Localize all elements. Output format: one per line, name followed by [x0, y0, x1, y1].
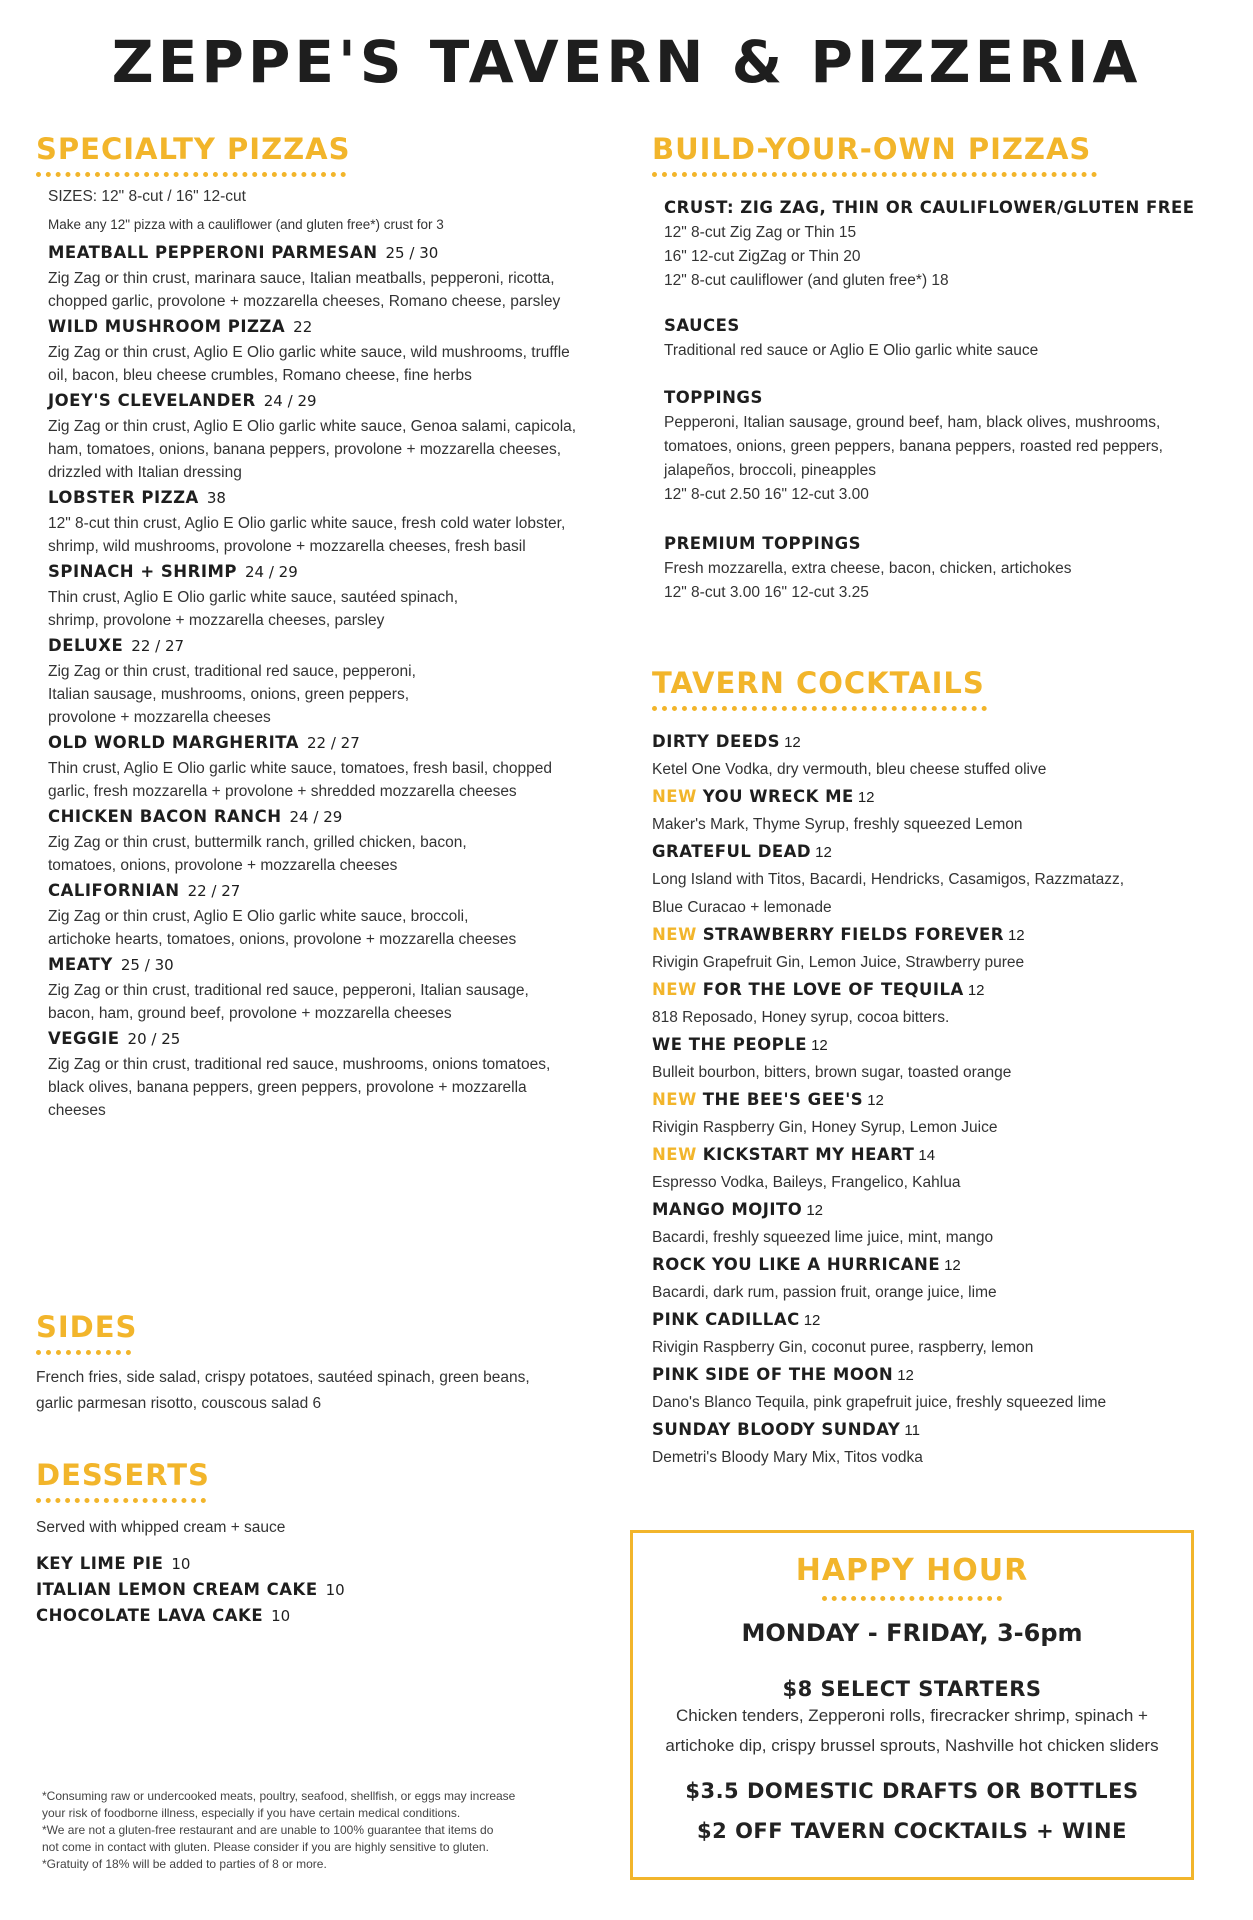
new-badge: NEW: [652, 980, 697, 999]
pizza-description: shrimp, provolone + mozzarella cheeses, parsley: [48, 612, 385, 629]
happy-hour-starters-title: $8 SELECT STARTERS: [782, 1677, 1042, 1701]
pizza-description: cheeses: [48, 1102, 106, 1119]
pizza-description: ham, tomatoes, onions, banana peppers, provolone + mozzarella cheeses,: [48, 441, 562, 458]
dessert-item: [36, 1603, 606, 1629]
byo-premium-line: Fresh mozzarella, extra cheese, bacon, chicken, artichokes: [664, 560, 1072, 577]
happy-hour-box: [630, 1530, 1194, 1880]
cocktail-name: DIRTY DEEDS: [652, 732, 781, 751]
cocktail-name: PINK SIDE OF THE MOON: [652, 1365, 894, 1384]
cocktail-price: 12: [1007, 927, 1025, 944]
byo-toppings-title: TOPPINGS: [664, 388, 763, 407]
happy-hour-heading: HAPPY HOUR: [795, 1553, 1029, 1588]
pizza-description: chopped garlic, provolone + mozzarella cheeses, Romano cheese, parsley: [48, 293, 561, 310]
pizza-description: Thin crust, Aglio E Olio garlic white sauce, tomatoes, fresh basil, chopped: [48, 760, 552, 777]
cocktail-name: YOU WRECK ME: [702, 787, 854, 806]
cocktail-name-row: [652, 839, 1212, 866]
happy-hour-divider: [822, 1596, 1002, 1601]
footnote-line: your risk of foodborne illness, especially if you have certain medical conditions.: [42, 1806, 461, 1820]
dessert-name: CHOCOLATE LAVA CAKE: [36, 1606, 264, 1625]
happy-hour-starters-line: artichoke dip, crispy brussel sprouts, Nashville hot chicken sliders: [665, 1736, 1159, 1755]
pizza-description: Thin crust, Aglio E Olio garlic white sauce, sautéed spinach,: [48, 589, 459, 606]
page-title: ZEPPE'S TAVERN & PIZZERIA: [111, 28, 1142, 96]
cocktail-price: 12: [944, 1257, 961, 1274]
cocktail-description: Demetri's Bloody Mary Mix, Titos vodka: [652, 1449, 923, 1466]
sides-line-1: French fries, side salad, crispy potatoes, sautéed spinach, green beans,: [36, 1369, 530, 1386]
happy-hour-cocktails: $2 OFF TAVERN COCKTAILS + WINE: [697, 1819, 1127, 1843]
cocktail-description: Dano's Blanco Tequila, pink grapefruit juice, freshly squeezed lime: [652, 1394, 1107, 1411]
dessert-name: ITALIAN LEMON CREAM CAKE: [36, 1580, 318, 1599]
cocktail-name: ROCK YOU LIKE A HURRICANE: [652, 1255, 941, 1274]
cocktail-description: Rivigin Raspberry Gin, Honey Syrup, Lemon Juice: [652, 1119, 998, 1136]
cocktail-name: GRATEFUL DEAD: [652, 842, 812, 861]
pizza-name: [48, 803, 606, 831]
specialty-items: [48, 239, 606, 1122]
sides-heading: SIDES: [36, 1310, 138, 1344]
cocktail-description: Blue Curacao + lemonade: [652, 899, 832, 916]
pizza-name: [48, 1025, 606, 1053]
pizza-name: [48, 632, 606, 660]
byo-body: [664, 195, 1212, 605]
cocktail-name-row: [652, 1417, 1212, 1444]
cocktail-price: 12: [811, 1037, 828, 1054]
byo-sauces-title: SAUCES: [664, 316, 740, 335]
pizza-price: 25 / 30: [120, 956, 174, 974]
pizza-description: garlic, fresh mozzarella + provolone + shredded mozzarella cheeses: [48, 783, 517, 800]
byo-crust-line: 16" 12-cut ZigZag or Thin 20: [664, 248, 861, 265]
pizza-description: Zig Zag or thin crust, Aglio E Olio garlic white sauce, Genoa salami, capicola,: [48, 418, 577, 435]
pizza-description: shrimp, wild mushrooms, provolone + mozzarella cheeses, fresh basil: [48, 538, 526, 555]
happy-hour-starters-line: Chicken tenders, Zepperoni rolls, firecracker shrimp, spinach +: [676, 1706, 1148, 1725]
pizza-price: 25 / 30: [385, 244, 439, 262]
cocktail-price: 12: [867, 1092, 884, 1109]
pizza-description: Zig Zag or thin crust, traditional red sauce, pepperoni, Italian sausage,: [48, 982, 529, 999]
pizza-title: JOEY'S CLEVELANDER: [48, 391, 256, 410]
desserts-heading: DESSERTS: [36, 1458, 210, 1492]
pizza-description: Zig Zag or thin crust, traditional red sauce, mushrooms, onions tomatoes,: [48, 1056, 551, 1073]
cocktail-price: 12: [857, 789, 875, 806]
byo-toppings-line: tomatoes, onions, green peppers, banana peppers, roasted red peppers,: [664, 438, 1163, 455]
cocktail-name-row: [652, 977, 1212, 1004]
cocktail-name: STRAWBERRY FIELDS FOREVER: [702, 925, 1004, 944]
cocktail-description: Ketel One Vodka, dry vermouth, bleu cheese stuffed olive: [652, 761, 1047, 778]
sides-section: [36, 1310, 606, 1417]
pizza-price: 22 / 27: [187, 882, 241, 900]
pizza-title: MEATY: [48, 955, 113, 974]
desserts-note: Served with whipped cream + sauce: [36, 1519, 286, 1536]
pizza-title: CHICKEN BACON RANCH: [48, 807, 282, 826]
cocktail-description: Espresso Vodka, Baileys, Frangelico, Kahlua: [652, 1174, 961, 1191]
pizza-title: WILD MUSHROOM PIZZA: [48, 317, 286, 336]
footnote-line: *Gratuity of 18% will be added to parties of 8 or more.: [42, 1857, 327, 1871]
pizza-description: Zig Zag or thin crust, traditional red sauce, pepperoni,: [48, 663, 416, 680]
right-column: [652, 132, 1212, 1466]
byo-heading: BUILD-YOUR-OWN PIZZAS: [652, 132, 1092, 166]
cocktail-name: MANGO MOJITO: [652, 1200, 803, 1219]
pizza-name: [48, 877, 606, 905]
specialty-heading: SPECIALTY PIZZAS: [36, 132, 351, 166]
byo-toppings-line: Pepperoni, Italian sausage, ground beef, ham, black olives, mushrooms,: [664, 414, 1161, 431]
cocktail-name: WE THE PEOPLE: [652, 1035, 808, 1054]
cocktail-price: 12: [784, 734, 801, 751]
byo-premium-title: PREMIUM TOPPINGS: [664, 534, 862, 553]
pizza-price: 22 / 27: [306, 734, 360, 752]
cocktail-name-row: [652, 1142, 1212, 1169]
pizza-price: 38: [206, 489, 226, 507]
pizza-description: Zig Zag or thin crust, buttermilk ranch, grilled chicken, bacon,: [48, 834, 467, 851]
sides-line-2: garlic parmesan risotto, couscous salad 6: [36, 1395, 322, 1412]
pizza-description: oil, bacon, bleu cheese crumbles, Romano cheese, fine herbs: [48, 367, 472, 384]
specialty-divider: [36, 172, 346, 177]
sides-divider: [36, 1350, 131, 1355]
pizza-name: [48, 558, 606, 586]
cocktail-description: Long Island with Titos, Bacardi, Hendricks, Casamigos, Razzmatazz,: [652, 871, 1125, 888]
cocktail-price: 12: [967, 982, 985, 999]
pizza-title: LOBSTER PIZZA: [48, 488, 199, 507]
cocktail-price: 12: [897, 1367, 914, 1384]
pizza-description: drizzled with Italian dressing: [48, 464, 242, 481]
pizza-title: VEGGIE: [48, 1029, 120, 1048]
pizza-description: provolone + mozzarella cheeses: [48, 709, 271, 726]
footnote-line: *Consuming raw or undercooked meats, poultry, seafood, shellfish, or eggs may increase: [42, 1789, 516, 1803]
cocktail-name-row: [652, 1197, 1212, 1224]
pizza-price: 22: [293, 318, 313, 336]
byo-toppings-line: 12" 8-cut 2.50 16" 12-cut 3.00: [664, 486, 869, 503]
pizza-description: Zig Zag or thin crust, marinara sauce, Italian meatballs, pepperoni, ricotta,: [48, 270, 555, 287]
pizza-price: 24 / 29: [244, 563, 298, 581]
byo-divider: [652, 172, 1097, 177]
cocktail-name-row: [652, 1087, 1212, 1114]
cocktail-name-row: [652, 1362, 1212, 1389]
cocktail-name: SUNDAY BLOODY SUNDAY: [652, 1420, 901, 1439]
pizza-name: [48, 951, 606, 979]
desserts-section: [36, 1458, 606, 1629]
pizza-description: Zig Zag or thin crust, Aglio E Olio garlic white sauce, wild mushrooms, truffle: [48, 344, 570, 361]
cocktail-name: FOR THE LOVE OF TEQUILA: [702, 980, 964, 999]
pizza-name: [48, 313, 606, 341]
dessert-price: 10: [171, 1555, 191, 1573]
dessert-item: [36, 1577, 606, 1603]
pizza-price: 24 / 29: [289, 808, 343, 826]
cocktail-description: 818 Reposado, Honey syrup, cocoa bitters.: [652, 1009, 950, 1026]
pizza-description: tomatoes, onions, provolone + mozzarella cheeses: [48, 857, 398, 874]
pizza-title: MEATBALL PEPPERONI PARMESAN: [48, 243, 378, 262]
byo-sauces-line: Traditional red sauce or Aglio E Olio garlic white sauce: [664, 342, 1039, 359]
pizza-name: [48, 729, 606, 757]
specialty-sizes: SIZES: 12" 8-cut / 16" 12-cut: [48, 188, 246, 205]
cocktails-heading: TAVERN COCKTAILS: [652, 666, 985, 700]
pizza-name: [48, 387, 606, 415]
byo-crust-line: 12" 8-cut Zig Zag or Thin 15: [664, 224, 857, 241]
cocktail-name: KICKSTART MY HEART: [702, 1145, 915, 1164]
pizza-name: [48, 484, 606, 512]
pizza-title: CALIFORNIAN: [48, 881, 180, 900]
dessert-name: KEY LIME PIE: [36, 1554, 164, 1573]
cocktail-description: Rivigin Raspberry Gin, coconut puree, raspberry, lemon: [652, 1339, 1034, 1356]
pizza-description: artichoke hearts, tomatoes, onions, provolone + mozzarella cheeses: [48, 931, 517, 948]
cocktail-price: 12: [815, 844, 832, 861]
desserts-divider: [36, 1498, 206, 1503]
cocktail-name: THE BEE'S GEE'S: [702, 1090, 864, 1109]
cocktail-name-row: [652, 784, 1212, 811]
cocktail-name-row: [652, 1307, 1212, 1334]
pizza-title: SPINACH + SHRIMP: [48, 562, 237, 581]
cocktails-section: [652, 666, 1212, 1472]
pizza-description: black olives, banana peppers, green peppers, provolone + mozzarella: [48, 1079, 527, 1096]
specialty-cauliflower-note: Make any 12" pizza with a cauliflower (and gluten free*) crust for 3: [48, 217, 444, 232]
footnote-line: not come in contact with gluten. Please consider if you are highly sensitive to gluten.: [42, 1840, 489, 1854]
new-badge: NEW: [652, 925, 697, 944]
byo-premium-line: 12" 8-cut 3.00 16" 12-cut 3.25: [664, 584, 869, 601]
pizza-title: DELUXE: [48, 636, 124, 655]
cocktail-price: 12: [803, 1312, 821, 1329]
new-badge: NEW: [652, 1090, 697, 1109]
cocktail-name: PINK CADILLAC: [652, 1310, 800, 1329]
byo-toppings-line: jalapeños, broccoli, pineapples: [664, 462, 876, 479]
pizza-price: 20 / 25: [127, 1030, 181, 1048]
cocktail-name-row: [652, 729, 1212, 756]
footnote-line: *We are not a gluten-free restaurant and are unable to 100% guarantee that items do: [42, 1823, 494, 1837]
cocktails-divider: [652, 706, 987, 711]
dessert-price: 10: [271, 1607, 291, 1625]
cocktail-description: Bulleit bourbon, bitters, brown sugar, toasted orange: [652, 1064, 1012, 1081]
cocktail-price: 14: [918, 1147, 936, 1164]
left-column: [36, 132, 606, 1625]
footnotes: [42, 1788, 562, 1873]
new-badge: NEW: [652, 1145, 697, 1164]
byo-crust-title: CRUST: ZIG ZAG, THIN OR CAULIFLOWER/GLUTEN FREE: [664, 198, 1195, 217]
dessert-price: 10: [325, 1581, 345, 1599]
pizza-description: Italian sausage, mushrooms, onions, green peppers,: [48, 686, 410, 703]
cocktail-description: Bacardi, dark rum, passion fruit, orange juice, lime: [652, 1284, 997, 1301]
happy-hour-drafts: $3.5 DOMESTIC DRAFTS OR BOTTLES: [685, 1779, 1139, 1803]
cocktail-description: Maker's Mark, Thyme Syrup, freshly squeezed Lemon: [652, 816, 1023, 833]
dessert-items: [36, 1551, 606, 1629]
new-badge: NEW: [652, 787, 697, 806]
pizza-description: 12" 8-cut thin crust, Aglio E Olio garlic white sauce, fresh cold water lobster,: [48, 515, 566, 532]
cocktail-name-row: [652, 1032, 1212, 1059]
cocktail-price: 11: [904, 1422, 920, 1439]
pizza-price: 22 / 27: [131, 637, 185, 655]
dessert-item: [36, 1551, 606, 1577]
cocktail-name-row: [652, 1252, 1212, 1279]
cocktail-name-row: [652, 922, 1212, 949]
cocktail-description: Bacardi, freshly squeezed lime juice, mint, mango: [652, 1229, 994, 1246]
cocktail-items: [652, 729, 1212, 1472]
cocktail-description: Rivigin Grapefruit Gin, Lemon Juice, Strawberry puree: [652, 954, 1025, 971]
pizza-description: Zig Zag or thin crust, Aglio E Olio garlic white sauce, broccoli,: [48, 908, 469, 925]
pizza-description: bacon, ham, ground beef, provolone + mozzarella cheeses: [48, 1005, 452, 1022]
cocktail-price: 12: [806, 1202, 824, 1219]
specialty-list: [48, 183, 606, 1122]
byo-crust-line: 12" 8-cut cauliflower (and gluten free*) 18: [664, 272, 949, 289]
happy-hour-days: MONDAY - FRIDAY, 3-6pm: [741, 1619, 1083, 1647]
pizza-price: 24 / 29: [263, 392, 317, 410]
pizza-title: OLD WORLD MARGHERITA: [48, 733, 299, 752]
pizza-name: [48, 239, 606, 267]
